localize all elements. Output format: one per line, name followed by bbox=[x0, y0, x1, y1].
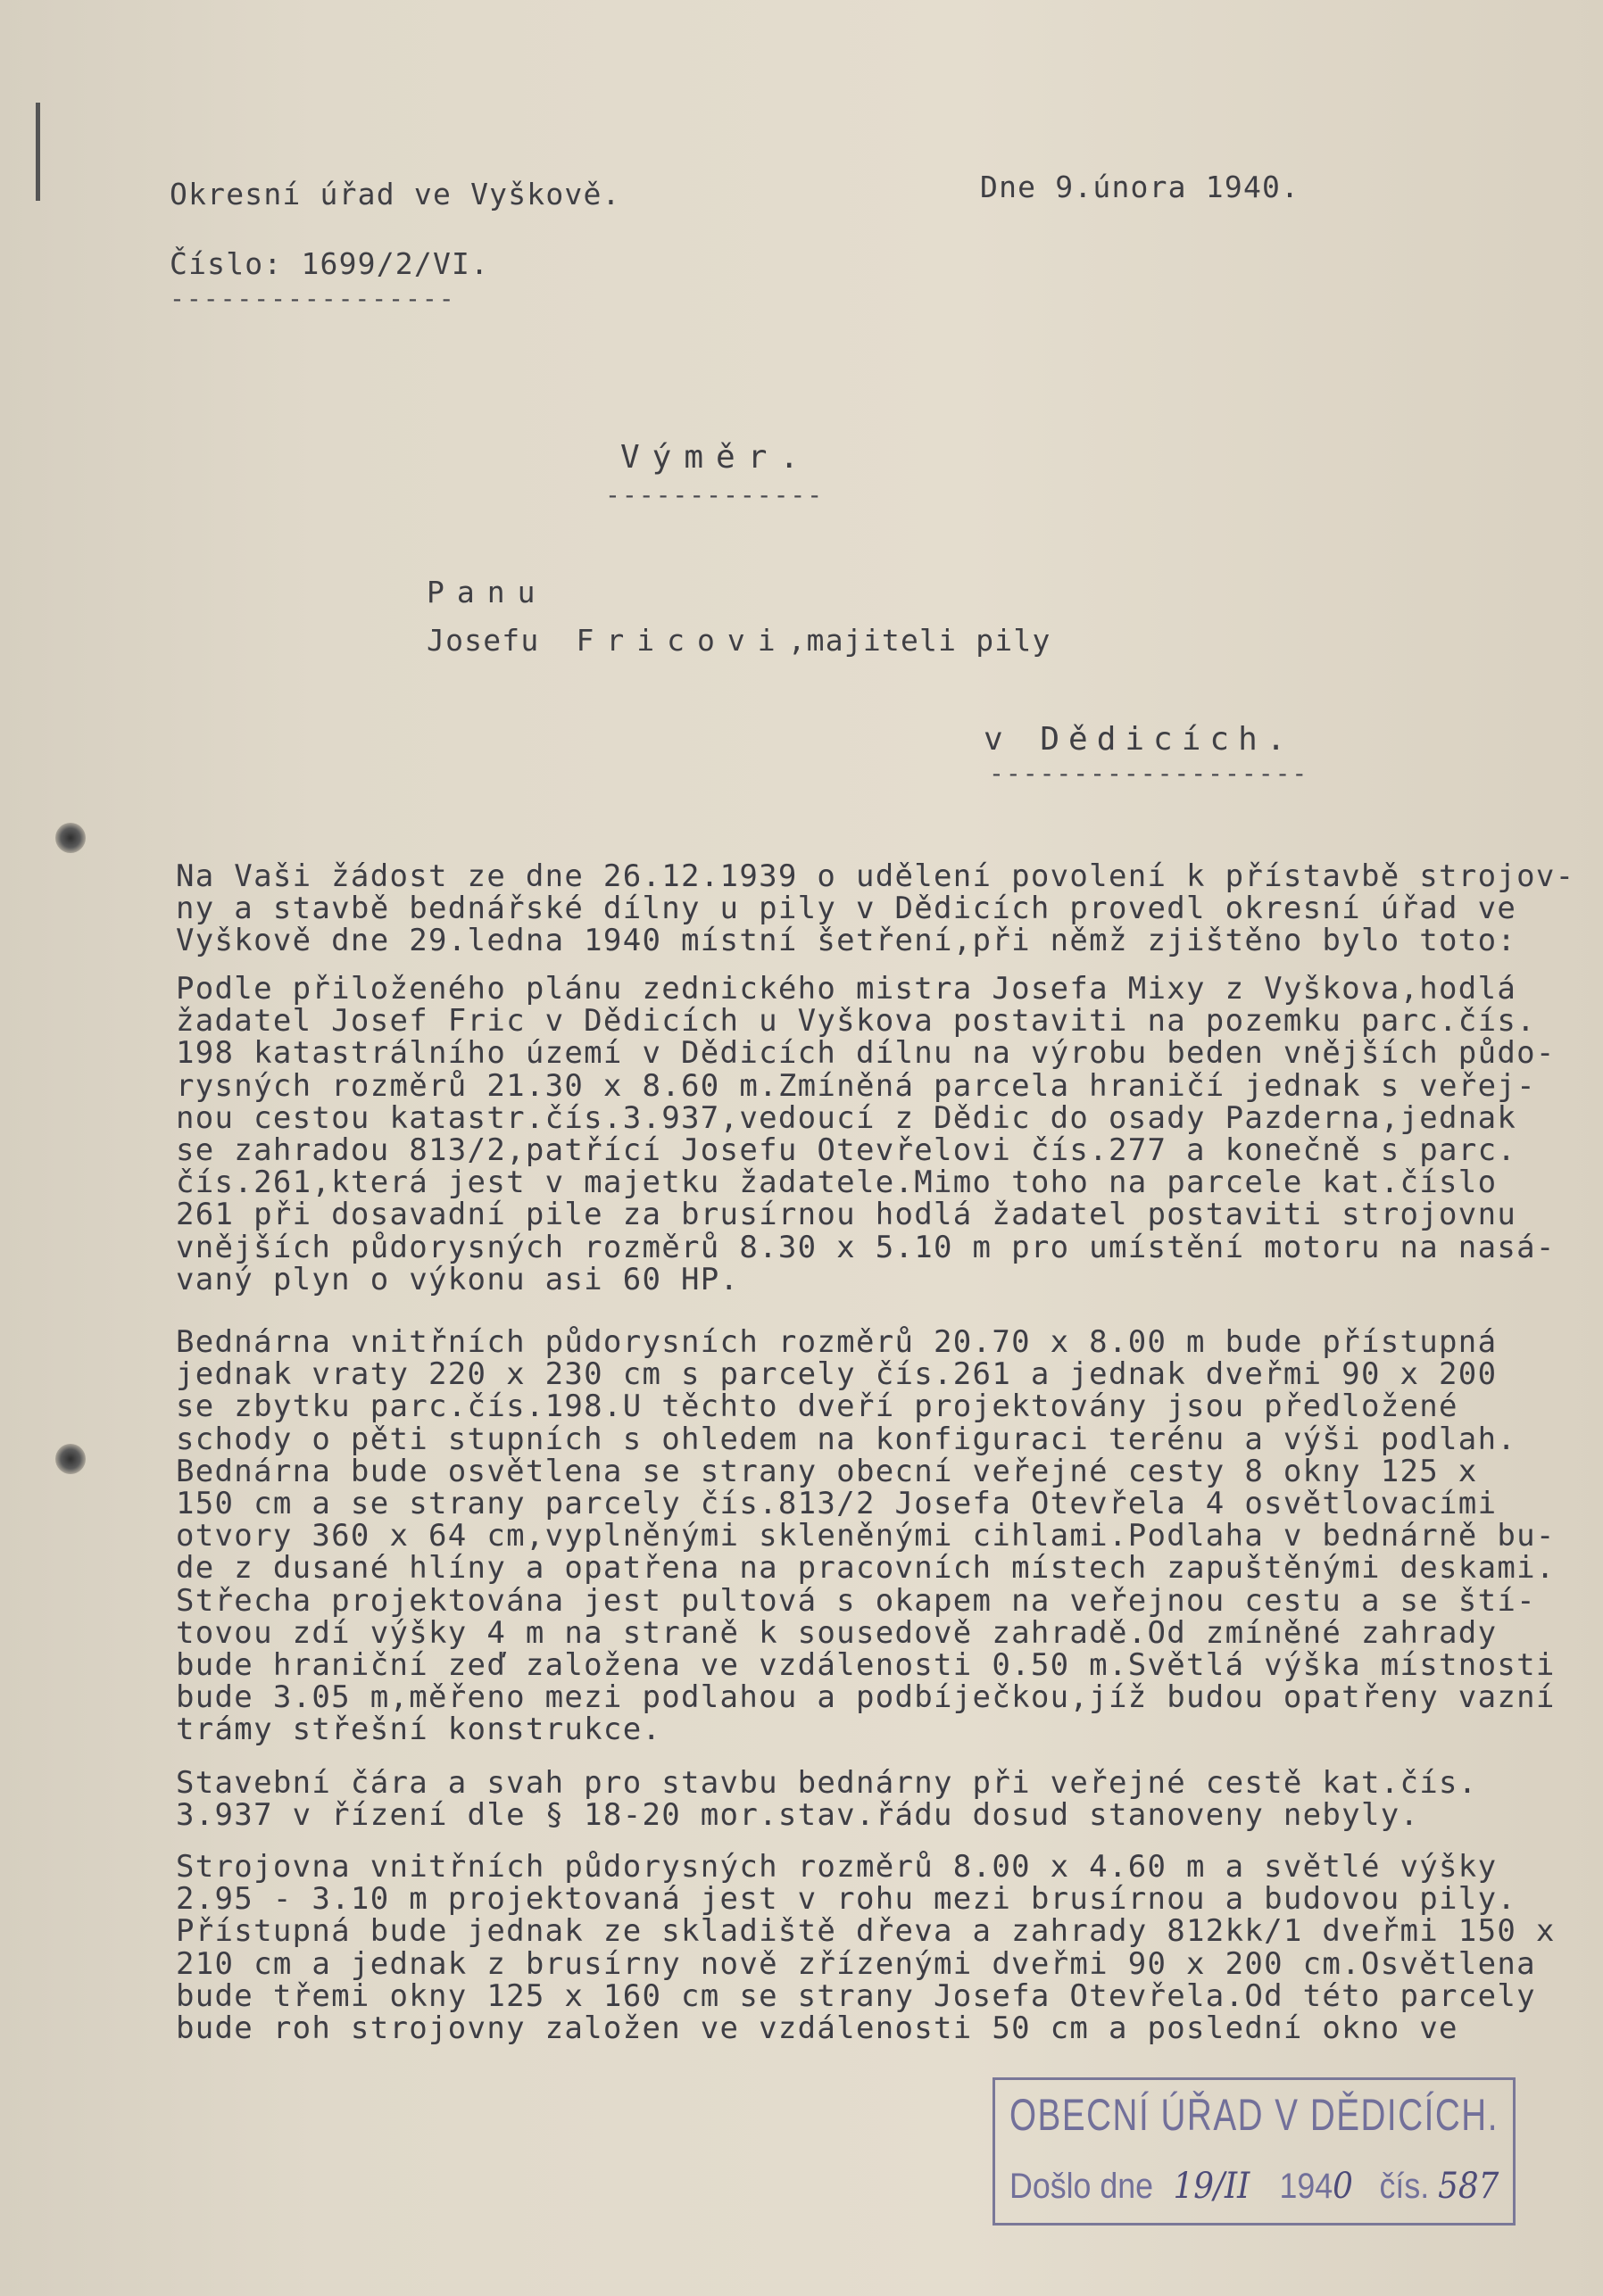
body-line: 2.95 - 3.10 m projektovaná jest v rohu mezi brusírnou a budovou pily. bbox=[176, 1881, 1517, 1918]
body-line: Stavební čára a svah pro stavbu bednárny při veřejné cestě kat.čís. bbox=[176, 1765, 1478, 1801]
document-title: Výměr. bbox=[620, 439, 812, 476]
recipient-surname: Fricovi bbox=[576, 623, 788, 658]
document-date: Dne 9.února 1940. bbox=[980, 170, 1300, 204]
body-line: Na Vaši žádost ze dne 26.12.1939 o udělení povolení k přístavbě strojov- bbox=[176, 858, 1575, 894]
stamp-number-label: čís. bbox=[1379, 2167, 1430, 2206]
body-line: otvory 360 x 64 cm,vyplněnými skleněnými cihlami.Podlaha v bednárně bu- bbox=[176, 1518, 1556, 1554]
punch-hole-bottom bbox=[55, 1444, 86, 1474]
body-line: ny a stavbě bednářské dílny u pily v Dědicích provedl okresní úřad ve bbox=[176, 891, 1517, 927]
stamp-year-label: 194 bbox=[1279, 2167, 1333, 2206]
punch-hole-top bbox=[55, 823, 86, 853]
body-line: rysných rozměrů 21.30 x 8.60 m.Zmíněná parcela hraničí jednak s veřej- bbox=[176, 1067, 1536, 1104]
body-line: Bednárna vnitřních půdorysních rozměrů 20.70 x 8.00 m bude přístupná bbox=[176, 1324, 1498, 1360]
body-line: jednak vraty 220 x 230 cm s parcely čís.261 a jednak dveřmi 90 x 200 bbox=[176, 1356, 1498, 1393]
body-line: nou cestou katastr.čís.3.937,vedoucí z Dědic do osady Pazderna,jednak bbox=[176, 1099, 1517, 1136]
body-line: tovou zdí výšky 4 m na straně k sousedově zahradě.Od zmíněné zahrady bbox=[176, 1614, 1498, 1651]
received-stamp bbox=[993, 2077, 1516, 2226]
salutation: Panu bbox=[427, 575, 548, 609]
stamp-year-digit: 0 bbox=[1333, 2166, 1353, 2207]
recipient-title: ,majiteli pily bbox=[787, 623, 1051, 658]
body-line: 198 katastrálního území v Dědicích dílnu na výrobu beden vnějších půdo- bbox=[176, 1035, 1556, 1072]
body-line: Bednárna bude osvětlena se strany obecní veřejné cesty 8 okny 125 x bbox=[176, 1453, 1478, 1489]
recipient-line bbox=[427, 623, 1051, 658]
body-line: vaný plyn o výkonu asi 60 HP. bbox=[176, 1261, 740, 1297]
reference-underline: ----------------- bbox=[170, 284, 456, 313]
title-underline: ------------- bbox=[605, 480, 825, 510]
body-line: 261 při dosavadní pile za brusírnou hodlá žadatel postaviti strojovnu bbox=[176, 1197, 1517, 1233]
body-line: vnějších půdorysných rozměrů 8.30 x 5.10 m pro umístění motoru na nasá- bbox=[176, 1229, 1556, 1265]
recipient-place: v Dědicích. bbox=[984, 721, 1295, 758]
body-line: bude 3.05 m,měřeno mezi podlahou a podbíječkou,jíž budou opatřeny vazní bbox=[176, 1679, 1556, 1716]
recipient-first-name: Josefu bbox=[427, 623, 540, 658]
body-line: Strojovna vnitřních půdorysných rozměrů 8.00 x 4.60 m a světlé výšky bbox=[176, 1849, 1498, 1885]
stamp-received-label: Došlo dne bbox=[1009, 2167, 1154, 2206]
body-line: žadatel Josef Fric v Dědicích u Vyškova postaviti na pozemku parc.čís. bbox=[176, 1003, 1536, 1040]
body-line: trámy střešní konstrukce. bbox=[176, 1712, 662, 1748]
body-line: Střecha projektována jest pultová s okapem na veřejnou cestu a se ští- bbox=[176, 1582, 1536, 1619]
stamp-received-line bbox=[1009, 2166, 1499, 2207]
body-line: se zahradou 813/2,patřící Josefu Otevřelovi čís.277 a konečně s parc. bbox=[176, 1132, 1517, 1168]
body-line: de z dusané hlíny a opatřena na pracovních místech zapuštěnými deskami. bbox=[176, 1550, 1556, 1587]
body-line: 210 cm a jednak z brusírny nově zřízenými dveřmi 90 x 200 cm.Osvětlena bbox=[176, 1945, 1536, 1982]
body-line: Přístupná bude jednak ze skladiště dřeva a zahrady 812kk/1 dveřmi 150 x bbox=[176, 1913, 1556, 1950]
staple-mark bbox=[36, 103, 40, 201]
office-name: Okresní úřad ve Vyškově. bbox=[170, 177, 621, 211]
body-line: Vyškově dne 29.ledna 1940 místní šetření,při němž zjištěno bylo toto: bbox=[176, 923, 1517, 959]
body-line: se zbytku parc.čís.198.U těchto dveří projektovány jsou předložené bbox=[176, 1388, 1458, 1425]
body-line: 3.937 v řízení dle § 18-20 mor.stav.řádu dosud stanoveny nebyly. bbox=[176, 1797, 1420, 1834]
body-line: Podle přiloženého plánu zednického mistra Josefa Mixy z Vyškova,hodlá bbox=[176, 971, 1517, 1007]
body-line: bude hraniční zeď založena ve vzdálenosti 0.50 m.Světlá výška místnosti bbox=[176, 1647, 1556, 1683]
body-line: čís.261,která jest v majetku žadatele.Mimo toho na parcele kat.číslo bbox=[176, 1165, 1498, 1201]
body-line: 150 cm a se strany parcely čís.813/2 Josefa Otevřela 4 osvětlovacími bbox=[176, 1486, 1498, 1521]
body-line: bude roh strojovny založen ve vzdálenosti 50 cm a poslední okno ve bbox=[176, 2010, 1458, 2046]
stamp-received-date: 19/II bbox=[1173, 2166, 1250, 2207]
place-underline: ------------------- bbox=[989, 758, 1309, 788]
stamp-office: OBECNÍ ÚŘAD V DĚDICÍCH. bbox=[1009, 2090, 1499, 2140]
reference-number: Číslo: 1699/2/VI. bbox=[170, 246, 490, 281]
body-line: bude třemi okny 125 x 160 cm se strany Josefa Otevřela.Od této parcely bbox=[176, 1977, 1536, 2014]
stamp-number: 587 bbox=[1438, 2166, 1499, 2207]
body-line: schody o pěti stupních s ohledem na konfiguraci terénu a výši podlah. bbox=[176, 1421, 1517, 1457]
